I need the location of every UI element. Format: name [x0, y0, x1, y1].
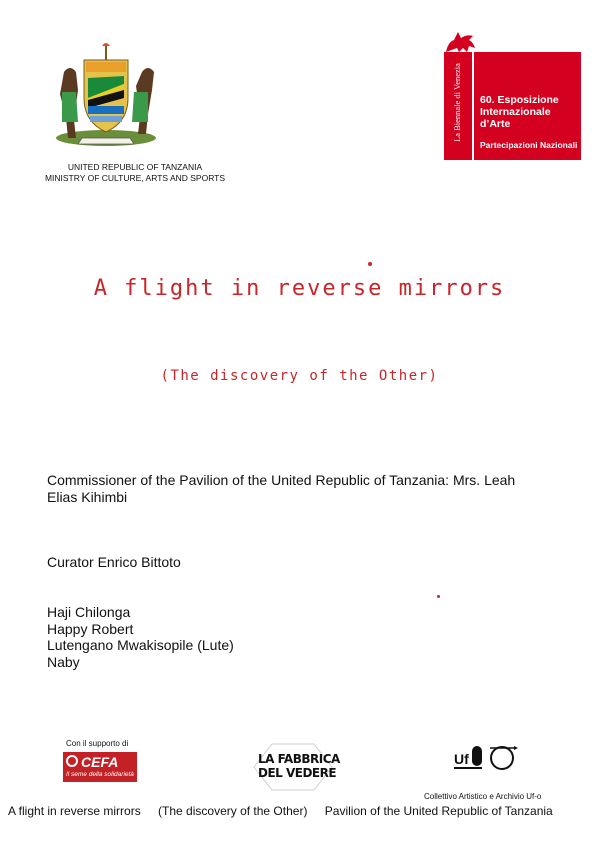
svg-text:Uf: Uf	[454, 751, 469, 767]
commissioner-line1: Commissioner of the Pavilion of the United Republic of Tanzania: Mrs. Leah	[47, 472, 516, 488]
biennale-subtitle: Partecipazioni Nazionali	[480, 140, 578, 150]
fabbrica-line2: DEL VEDERE	[258, 766, 337, 780]
coat-of-arms-icon	[46, 42, 166, 154]
footer-pavilion: Pavilion of the United Republic of Tanzania	[324, 804, 553, 818]
commissioner-line2: Elias Kihimbi	[47, 489, 128, 505]
artist-list	[47, 604, 234, 670]
commissioner-text	[47, 472, 547, 506]
biennale-divider	[472, 52, 474, 160]
artist-name: Naby	[47, 653, 80, 670]
decorative-dot	[368, 262, 372, 266]
footer-subtitle: (The discovery of the Other)	[158, 804, 308, 818]
ufo-caption: Collettivo Artistico e Archivio Uf-o	[424, 792, 542, 801]
biennale-vertical-text: La Biennale di Venezia	[452, 63, 462, 142]
artist-name: Haji Chilonga	[47, 604, 131, 620]
artist-name: Happy Robert	[47, 620, 134, 637]
support-label: Con il supporto di	[66, 739, 129, 748]
tanzania-caption-line1: UNITED REPUBLIC OF TANZANIA	[67, 162, 203, 172]
artist-name: Lutengano Mwakisopile (Lute)	[47, 637, 234, 653]
tanzania-caption-line2: MINISTRY OF CULTURE, ARTS AND SPORTS	[44, 173, 226, 183]
cefa-tagline: Il seme della solidarietà	[66, 771, 134, 778]
footer-running-text	[8, 804, 567, 818]
cefa-brand: CEFA	[81, 754, 119, 770]
fabbrica-line1: LA FABBRICA	[258, 752, 340, 766]
biennale-logo	[444, 52, 581, 160]
cefa-mark-icon	[66, 755, 78, 767]
cefa-logo	[63, 752, 137, 782]
curator-text: Curator Enrico Bittoto	[47, 554, 181, 570]
decorative-dot	[437, 595, 440, 598]
ufo-collective-logo-icon	[452, 744, 522, 780]
biennale-title: 60. Esposizione Internazionale d’Arte	[480, 94, 559, 130]
fabbrica-del-vedere-logo	[252, 742, 340, 792]
biennale-lion-icon	[444, 30, 478, 54]
main-title: A flight in reverse mirrors	[93, 276, 506, 301]
footer-title: A flight in reverse mirrors	[8, 804, 141, 818]
subtitle: (The discovery of the Other)	[160, 368, 439, 384]
